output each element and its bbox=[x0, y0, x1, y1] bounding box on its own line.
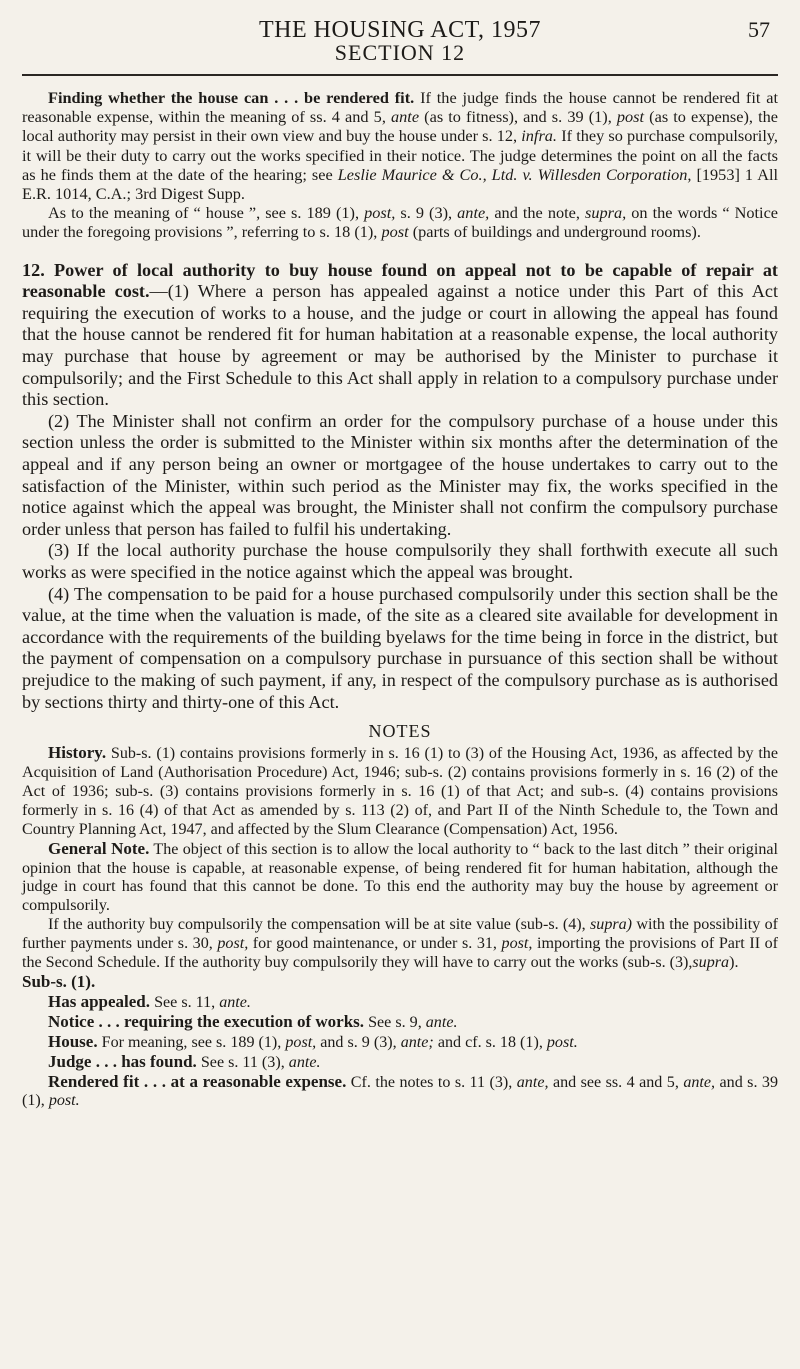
history-label: History. bbox=[48, 743, 107, 763]
text: post bbox=[381, 222, 409, 242]
note-item bbox=[22, 1073, 778, 1112]
text: s. 9 (3), bbox=[400, 203, 453, 223]
subs-heading bbox=[22, 973, 778, 993]
text: and s. 39 (1), bbox=[22, 1073, 779, 1110]
text: supra bbox=[692, 954, 730, 972]
text: ). bbox=[729, 954, 739, 972]
text: Cf. the notes to s. 11 (3), bbox=[350, 1073, 513, 1091]
text: post, bbox=[285, 1033, 317, 1051]
text: If the authority buy compulsorily the compensation will be at site value (sub-s. (4), bbox=[48, 916, 586, 934]
text: and the note, bbox=[494, 203, 580, 223]
subsection-2: (2) The Minister shall not confirm an order for the compulsory purchase of a house under this section unless the order is submitted to the Minister within six months after the determination of the appeal and if any person being an owner or mortgagee of the house undertakes to carry out to the satisfaction of the Minister, within such period as the Minister may fix, the works specified in the notice against which the appeal was brought, the Minister shall not confirm the compulsory purchase order unless that person has failed to fulfil his undertaking. bbox=[22, 410, 778, 539]
note-item bbox=[22, 993, 778, 1013]
text: supra) bbox=[590, 916, 633, 934]
text: supra, bbox=[585, 203, 627, 223]
text: ante, bbox=[683, 1073, 716, 1091]
text: and s. 9 (3), bbox=[320, 1033, 397, 1051]
note-item bbox=[22, 1033, 778, 1053]
note-item bbox=[22, 1053, 778, 1073]
section-12 bbox=[22, 260, 778, 713]
intro-paragraph-2 bbox=[22, 203, 778, 241]
text: importing the provisions of Part II of the Second Schedule. If the authority buy compulsorily they will have to carry out the works (sub-s. (3), bbox=[22, 935, 779, 972]
compensation-note bbox=[22, 916, 778, 973]
running-head bbox=[22, 18, 778, 65]
text: —(1) Where a person has appealed against a notice under this Part of this Act requiring the execution of works to a house, and the judge or court in allowing the appeal has found that the house cannot be rendered fit for human habitation at a reasonable expense, the local authority may purchase that house by agreement or may be authorised by the Minister to purchase it compulsorily; and the First Schedule to this Act shall apply in relation to a compulsory purchase under this section. bbox=[22, 281, 778, 410]
text: post, bbox=[501, 935, 533, 953]
text: The object of this section is to allow the local authority to “ back to the last ditch ” their original opinion that the house is capable, at reasonable expense, of being rendered fit for human habitation, although the judge in court has found that this cannot be done. To this end the authority may buy the house by agreement or compulsorily. bbox=[22, 840, 778, 915]
text: ante; bbox=[400, 1033, 434, 1051]
text: (as to fitness), and s. 39 (1), bbox=[424, 107, 612, 127]
header-rule bbox=[22, 74, 778, 76]
text: ante. bbox=[219, 993, 251, 1011]
note-item bbox=[22, 1013, 778, 1033]
text: and see ss. 4 and 5, bbox=[552, 1073, 679, 1091]
section-heading: 12. Power of local authority to buy house found on appeal not to be capable of repair at reasonable cost. bbox=[22, 259, 778, 302]
text: Sub-s. (1) contains provisions formerly in s. 16 (1) to (3) of the Housing Act, 1936, as affected by the Acquisition of Land (Authorisation Procedure) Act, 1946; sub-s. (2) contains provisions formerly in s. 16 (2) of the Act of 1936; sub-s. (3) contains provisions formerly in s. 16 (1) of that Act; and sub-s. (4) contains provisions formerly in s. 16 (4) of that Act as amended by s. 113 (2) of, and Part II of the Ninth Schedule to, the Town and Country Planning Act, 1947, and affected by the Slum Clearance (Compensation) Act, 1956. bbox=[22, 745, 778, 838]
notes-title: NOTES bbox=[368, 721, 432, 742]
text: See s. 11, bbox=[154, 993, 216, 1011]
text: ante bbox=[391, 107, 420, 127]
text: ante. bbox=[288, 1053, 321, 1071]
note-item-label: Has appealed. bbox=[48, 991, 151, 1011]
text: See s. 11 (3), bbox=[200, 1053, 285, 1071]
note-item-label: Judge . . . has found. bbox=[48, 1051, 197, 1071]
history-note bbox=[22, 744, 778, 840]
text: ante. bbox=[425, 1013, 458, 1031]
text: ante, bbox=[516, 1073, 549, 1091]
subsection-4: (4) The compensation to be paid for a house purchased compulsorily under this section shall be the value, at the time when the valuation is made, of the site as a cleared site available for development in accordance with the requirements of the building byelaws for the time being in force in the district, but the payment of compensation on a compulsory purchase in pursuance of this section shall be without prejudice to the making of such payment, if any, in respect of the compulsory purchase as is authorised by sections thirty and thirty-one of this Act. bbox=[22, 583, 778, 712]
text: post. bbox=[48, 1092, 80, 1110]
text: and cf. s. 18 (1), bbox=[437, 1033, 543, 1051]
case-citation: Leslie Maurice & Co., Ltd. v. Willesden Corporation, bbox=[337, 164, 692, 184]
notes bbox=[22, 744, 778, 1111]
text: post bbox=[616, 107, 645, 127]
intro-paragraph-1 bbox=[22, 88, 778, 203]
text: for good maintenance, or under s. 31, bbox=[252, 935, 497, 953]
text: As to the meaning of “ house ”, see s. 189 (1), bbox=[48, 203, 360, 223]
intro-lead: Finding whether the house can . . . be rendered fit. bbox=[48, 88, 415, 107]
act-title: THE HOUSING ACT, 1957 bbox=[258, 17, 542, 43]
text: For meaning, see s. 189 (1), bbox=[101, 1033, 282, 1051]
text: with the possibility of further payments under s. 30, bbox=[22, 916, 779, 953]
text: post. bbox=[546, 1033, 578, 1051]
text: Sub-s. (1). bbox=[22, 971, 96, 991]
text: If the judge finds the house cannot be rendered fit at reasonable expense, within the meaning of ss. 4 and 5, bbox=[22, 88, 778, 127]
text: (as to expense), the local authority may persist in their own view and buy the house under s. 12, bbox=[22, 107, 778, 146]
text: If they so purchase compulsorily, it will be their duty to carry out the works specified in their notice. The judge determines the point on all the facts as he finds them at the date of the hearing; see bbox=[22, 126, 778, 184]
note-item-label: House. bbox=[48, 1031, 98, 1051]
text: ante, bbox=[457, 203, 490, 223]
general-label: General Note. bbox=[48, 838, 150, 858]
text: See s. 9, bbox=[368, 1013, 422, 1031]
page-number: 57 bbox=[748, 17, 770, 42]
text: [1953] 1 All E.R. 1014, C.A.; 3rd Digest Supp. bbox=[22, 164, 778, 204]
text: on the words “ Notice under the foregoing provisions ”, referring to s. 18 (1), bbox=[22, 203, 779, 242]
subsection-3: (3) If the local authority purchase the house compulsorily they shall forthwith execute all such works as were specified in the notice against which the appeal was brought. bbox=[22, 540, 778, 582]
note-item-label: Notice . . . requiring the execution of works. bbox=[48, 1011, 365, 1031]
general-note bbox=[22, 840, 778, 917]
subsection-1 bbox=[22, 260, 778, 411]
section-label: SECTION 12 bbox=[334, 40, 466, 65]
text: post, bbox=[217, 935, 249, 953]
text: (parts of buildings and underground rooms). bbox=[412, 222, 701, 242]
note-item-label: Rendered fit . . . at a reasonable expense. bbox=[48, 1071, 347, 1091]
text: post, bbox=[364, 203, 396, 223]
text: infra. bbox=[521, 126, 558, 146]
intro-notes bbox=[22, 88, 778, 242]
